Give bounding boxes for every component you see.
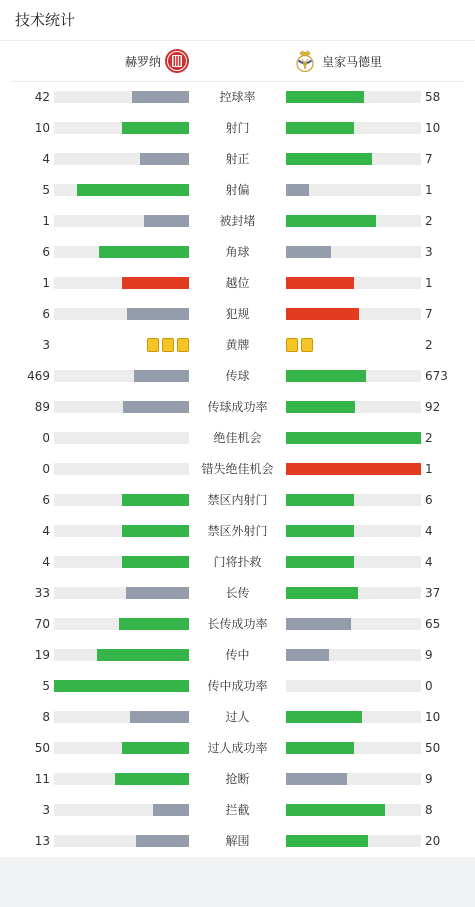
home-value: 1 <box>42 214 50 228</box>
home-bar-fill <box>77 184 189 196</box>
home-bar-fill <box>126 587 189 599</box>
stat-row <box>0 392 475 423</box>
home-bar-track <box>54 215 189 227</box>
away-value: 1 <box>425 276 433 290</box>
stats-list <box>0 82 475 857</box>
away-bar-track <box>286 835 421 847</box>
home-value: 5 <box>42 183 50 197</box>
away-bar-track <box>286 308 421 320</box>
home-bar-track <box>54 246 189 258</box>
home-value: 3 <box>42 803 50 817</box>
stat-label: 错失绝佳机会 <box>201 462 274 476</box>
stat-row <box>0 640 475 671</box>
home-value: 4 <box>42 555 50 569</box>
stat-row <box>0 113 475 144</box>
away-value: 3 <box>425 245 433 259</box>
stat-row <box>0 175 475 206</box>
stat-label: 射偏 <box>225 183 250 197</box>
stat-label: 越位 <box>225 276 250 290</box>
home-bar-fill <box>132 91 189 103</box>
stat-label: 禁区外射门 <box>207 524 268 538</box>
home-bar-fill <box>122 525 190 537</box>
stat-label: 禁区内射门 <box>207 493 268 507</box>
away-bar-track <box>286 804 421 816</box>
away-value: 6 <box>425 493 433 507</box>
away-bar-fill <box>286 556 354 568</box>
home-team[interactable] <box>125 48 190 74</box>
home-value: 5 <box>42 679 50 693</box>
home-bar-track <box>54 618 189 630</box>
away-bar-fill <box>286 711 362 723</box>
away-value: 8 <box>425 803 433 817</box>
home-bar-fill <box>54 680 189 692</box>
away-bar-track <box>286 184 421 196</box>
home-bar-track <box>54 494 189 506</box>
yellow-card-icon <box>301 338 313 352</box>
section-title: 技术统计 <box>15 11 76 29</box>
away-bar-track <box>286 525 421 537</box>
stat-label: 门将扑救 <box>213 555 262 569</box>
home-bar-fill <box>130 711 189 723</box>
home-bar-fill <box>119 618 189 630</box>
home-value: 0 <box>42 462 50 476</box>
stat-row <box>0 361 475 392</box>
away-value: 20 <box>425 834 441 848</box>
home-value: 469 <box>27 369 50 383</box>
away-bar-fill <box>286 773 347 785</box>
home-bar-track <box>54 91 189 103</box>
stat-row <box>0 144 475 175</box>
away-bar-track <box>286 680 421 692</box>
real-madrid-crest-icon <box>292 48 318 74</box>
away-value: 673 <box>425 369 448 383</box>
away-bar-track <box>286 618 421 630</box>
away-value: 4 <box>425 524 433 538</box>
stat-row <box>0 299 475 330</box>
away-value: 1 <box>425 462 433 476</box>
stat-row <box>0 578 475 609</box>
away-value: 65 <box>425 617 441 631</box>
home-value: 10 <box>34 121 50 135</box>
stat-row <box>0 268 475 299</box>
away-bar-track <box>286 215 421 227</box>
away-value: 7 <box>425 152 433 166</box>
away-value: 58 <box>425 90 441 104</box>
yellow-card-icon <box>162 338 174 352</box>
away-bar-track <box>286 432 421 444</box>
home-value: 8 <box>42 710 50 724</box>
away-value: 92 <box>425 400 441 414</box>
stat-label: 黄牌 <box>225 338 250 352</box>
away-bar-fill <box>286 122 354 134</box>
away-bar-track <box>286 246 421 258</box>
away-bar-fill <box>286 587 358 599</box>
away-bar-fill <box>286 246 331 258</box>
stat-row <box>0 237 475 268</box>
home-yellow-cards <box>147 338 189 352</box>
home-bar-track <box>54 835 189 847</box>
away-bar-fill <box>286 742 354 754</box>
away-value: 2 <box>425 431 433 445</box>
stat-row <box>0 795 475 826</box>
away-bar-fill <box>286 91 364 103</box>
away-value: 50 <box>425 741 441 755</box>
away-bar-track <box>286 773 421 785</box>
away-yellow-cards <box>286 338 313 352</box>
away-bar-fill <box>286 494 354 506</box>
away-bar-fill <box>286 277 354 289</box>
home-bar-fill <box>122 494 190 506</box>
home-bar-track <box>54 463 189 475</box>
home-bar-track <box>54 153 189 165</box>
away-value: 10 <box>425 710 441 724</box>
home-bar-fill <box>122 742 190 754</box>
away-bar-track <box>286 494 421 506</box>
home-bar-fill <box>127 308 189 320</box>
home-value: 33 <box>34 586 50 600</box>
away-bar-fill <box>286 370 366 382</box>
home-bar-fill <box>115 773 189 785</box>
away-bar-fill <box>286 153 372 165</box>
away-bar-track <box>286 463 421 475</box>
away-bar-track <box>286 370 421 382</box>
yellow-card-icon <box>286 338 298 352</box>
home-value: 6 <box>42 245 50 259</box>
stat-row <box>0 764 475 795</box>
away-bar-fill <box>286 525 354 537</box>
stat-label: 传球成功率 <box>207 400 268 414</box>
stat-row <box>0 609 475 640</box>
home-value: 50 <box>34 741 50 755</box>
home-bar-track <box>54 277 189 289</box>
home-bar-fill <box>136 835 189 847</box>
away-bar-track <box>286 742 421 754</box>
away-bar-track <box>286 649 421 661</box>
away-bar-track <box>286 122 421 134</box>
home-bar-track <box>54 432 189 444</box>
stat-label: 角球 <box>225 245 250 259</box>
stat-label: 长传 <box>225 586 250 600</box>
home-bar-track <box>54 122 189 134</box>
home-team-name: 赫罗纳 <box>124 54 161 69</box>
stat-row <box>0 485 475 516</box>
stat-label: 控球率 <box>219 90 256 104</box>
stat-row <box>0 671 475 702</box>
stat-label: 拦截 <box>225 803 250 817</box>
stat-row <box>0 733 475 764</box>
away-bar-fill <box>286 804 385 816</box>
home-bar-fill <box>122 277 190 289</box>
home-bar-fill <box>153 804 189 816</box>
away-value: 0 <box>425 679 433 693</box>
away-value: 9 <box>425 772 433 786</box>
home-bar-fill <box>97 649 189 661</box>
away-bar-fill <box>286 835 368 847</box>
home-bar-fill <box>122 122 190 134</box>
away-value: 7 <box>425 307 433 321</box>
yellow-card-icon <box>177 338 189 352</box>
home-bar-fill <box>140 153 189 165</box>
away-bar-fill <box>286 432 421 444</box>
away-bar-track <box>286 153 421 165</box>
home-bar-track <box>54 711 189 723</box>
home-bar-track <box>54 556 189 568</box>
stat-label: 被封堵 <box>219 214 256 228</box>
stat-label: 解围 <box>225 834 250 848</box>
home-value: 11 <box>34 772 50 786</box>
away-bar-track <box>286 556 421 568</box>
home-bar-track <box>54 308 189 320</box>
away-bar-fill <box>286 463 421 475</box>
home-bar-track <box>54 370 189 382</box>
home-bar-track <box>54 184 189 196</box>
stat-row <box>0 826 475 857</box>
away-bar-fill <box>286 649 329 661</box>
home-value: 89 <box>34 400 50 414</box>
stat-label: 长传成功率 <box>207 617 268 631</box>
stat-row <box>0 516 475 547</box>
stat-label: 射门 <box>225 121 250 135</box>
home-bar-track <box>54 587 189 599</box>
stat-label: 传中成功率 <box>207 679 268 693</box>
stat-label: 传中 <box>225 648 250 662</box>
away-value: 1 <box>425 183 433 197</box>
away-bar-fill <box>286 184 309 196</box>
away-bar-track <box>286 587 421 599</box>
home-bar-track <box>54 649 189 661</box>
home-value: 3 <box>42 338 50 352</box>
away-bar-track <box>286 91 421 103</box>
stat-label: 犯规 <box>225 307 250 321</box>
stat-row <box>0 423 475 454</box>
home-value: 4 <box>42 524 50 538</box>
away-bar-fill <box>286 618 351 630</box>
stat-label: 射正 <box>225 152 250 166</box>
home-bar-track <box>54 525 189 537</box>
stat-row <box>0 702 475 733</box>
stat-row <box>0 206 475 237</box>
away-value: 4 <box>425 555 433 569</box>
home-bar-fill <box>134 370 189 382</box>
away-value: 9 <box>425 648 433 662</box>
away-bar-fill <box>286 401 355 413</box>
away-value: 37 <box>425 586 441 600</box>
stat-label: 抢断 <box>225 772 250 786</box>
teams-header <box>10 41 465 82</box>
stat-label: 过人成功率 <box>207 741 268 755</box>
away-value: 10 <box>425 121 441 135</box>
stat-row <box>0 547 475 578</box>
stat-label: 绝佳机会 <box>213 431 262 445</box>
away-bar-fill <box>286 215 376 227</box>
home-bar-track <box>54 742 189 754</box>
home-value: 0 <box>42 431 50 445</box>
away-bar-track <box>286 711 421 723</box>
home-value: 19 <box>34 648 50 662</box>
home-value: 4 <box>42 152 50 166</box>
home-value: 6 <box>42 493 50 507</box>
home-bar-track <box>54 773 189 785</box>
home-bar-fill <box>99 246 189 258</box>
home-bar-track <box>54 680 189 692</box>
home-value: 13 <box>34 834 50 848</box>
stat-row <box>0 82 475 113</box>
home-bar-fill <box>144 215 189 227</box>
away-value: 2 <box>425 338 433 352</box>
away-team[interactable] <box>292 48 382 74</box>
stat-label: 传球 <box>225 369 250 383</box>
stat-label: 过人 <box>225 710 250 724</box>
home-value: 42 <box>34 90 50 104</box>
home-bar-fill <box>122 556 190 568</box>
away-bar-fill <box>286 308 359 320</box>
yellow-card-icon <box>147 338 159 352</box>
home-bar-track <box>54 804 189 816</box>
home-value: 6 <box>42 307 50 321</box>
home-value: 1 <box>42 276 50 290</box>
away-team-name: 皇家马德里 <box>322 54 383 69</box>
stat-row <box>0 454 475 485</box>
away-bar-track <box>286 401 421 413</box>
away-value: 2 <box>425 214 433 228</box>
home-bar-fill <box>123 401 189 413</box>
home-value: 70 <box>34 617 50 631</box>
home-bar-track <box>54 401 189 413</box>
page-background <box>0 857 475 907</box>
girona-crest-icon <box>164 48 190 74</box>
stat-row <box>0 330 475 361</box>
away-bar-track <box>286 277 421 289</box>
